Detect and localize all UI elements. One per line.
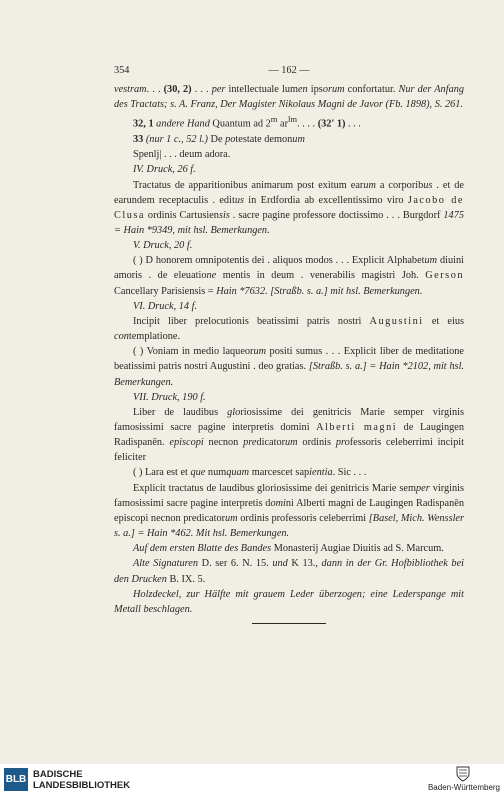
catalog-paragraph: ( ) D honorem omnipotentis dei . aliquos modos . . . Explicit Alphabetum diuini amoris . de eleuatione mentis in deum . venerabilis magistri Joh. Gerson Cancellary Parisiensis = Hain *7632. [Straßb. s. a.] mit hsl. Bemerkungen. [114, 255, 464, 297]
catalog-paragraph: vestram. . . (30, 2) . . . per intellectuale lumen ipsorum confortatur. Nur der Anfang des Tractats; s. A. Franz, Der Magister Nikolaus Magni de Javor (Fb. 1898), S. 261. [114, 84, 465, 111]
library-name-line2: LANDESBIBLIOTHEK [33, 780, 131, 791]
catalog-paragraph: VII. Druck, 190 f. [133, 391, 206, 403]
catalog-paragraph: Auf dem ersten Blatte des Bandes Monasterij Augiae Diuitis ad S. Marcum. [133, 543, 444, 555]
catalog-paragraph: Tractatus de apparitionibus animarum post exitum earum a corporibus . et de earundem receptaculis . editus in Erdfordia ab excellentissimo viro Jacobo de Clusa ordinis Cartusiensis . sacre pagine professore doctissimo . . . Burgdorf 1475 = Hain *9349, mit hsl. Bemerkungen. [114, 179, 464, 236]
library-name [33, 769, 130, 791]
catalog-paragraph: 32, 1 andere Hand Quantum ad 2$^m$ $ar^{lm}$. . . . (32' 1) . . . [133, 114, 361, 130]
catalog-paragraph: Incipit liber prelocutionis beatissimi patris nostri Augustini et eius contemplatione. [114, 315, 465, 343]
catalog-paragraph: 33 (nur 1 c., 52 l.) De potestate demonum [133, 134, 305, 146]
catalog-paragraph: Explicit tractatus de laudibus gloriosissime dei genitricis Marie semper virginis famosissimi sacre pagine interpretis domini Alberti magni de Laugingen Radispanēn episcopi necnon predicatorum ordinis professoris celeberrimi [Basel, Mich. Wenssler s. a.] = Hain *462. Mit hsl. Bemerkungen. [114, 482, 465, 540]
catalog-paragraph: ( ) Voniam in medio laqueorum positi sumus . . . Explicit liber de meditatione beatissimi patris nostri Augustini . deo gratias. [Straßb. s. a.] = Hain *2102, mit hsl. Bemerkungen. [114, 346, 465, 388]
catalog-paragraph: Liber de laudibus gloriosissime dei genitricis Marie semper virginis famosissimi sacre pagine interpretis domini Alberti magni de Laugingen Radispanēn. episcopi necnon predicatorum ordinis professoris celeberrimi incipit feliciter [114, 406, 464, 464]
page-number: 354 [114, 65, 130, 76]
catalog-paragraph: IV. Druck, 26 f. [133, 164, 196, 176]
catalog-paragraph: Holzdeckel, zur Hälfte mit grauem Leder überzogen; eine Lederspange mit Metall beschlagen. [114, 588, 464, 615]
catalog-paragraph: ( ) Lara est et que numquam marcescet sapientia. Sic . . . [133, 467, 367, 479]
closing-rule [252, 623, 326, 624]
catalog-paragraph: Alte Signaturen D. ser 6. N. 15. und K 13., dann in der Gr. Hofbibliothek bei den Drucken B. IX. 5. [114, 558, 464, 585]
catalog-paragraph: VI. Druck, 14 f. [133, 300, 198, 312]
catalog-entries [114, 82, 464, 617]
coat-of-arms-icon [456, 766, 470, 782]
blb-logo[interactable]: BLB [4, 768, 28, 791]
catalog-paragraph: V. Druck, 20 f. [133, 240, 193, 252]
running-header [114, 63, 464, 78]
folio-number: — 162 — [268, 65, 310, 76]
library-name-line1: BADISCHE [33, 769, 83, 780]
library-footer [0, 764, 504, 795]
catalog-paragraph: Spenlj| . . . deum adora. [133, 149, 231, 161]
state-name: Baden-Württemberg [427, 783, 500, 792]
text-block [114, 63, 464, 624]
